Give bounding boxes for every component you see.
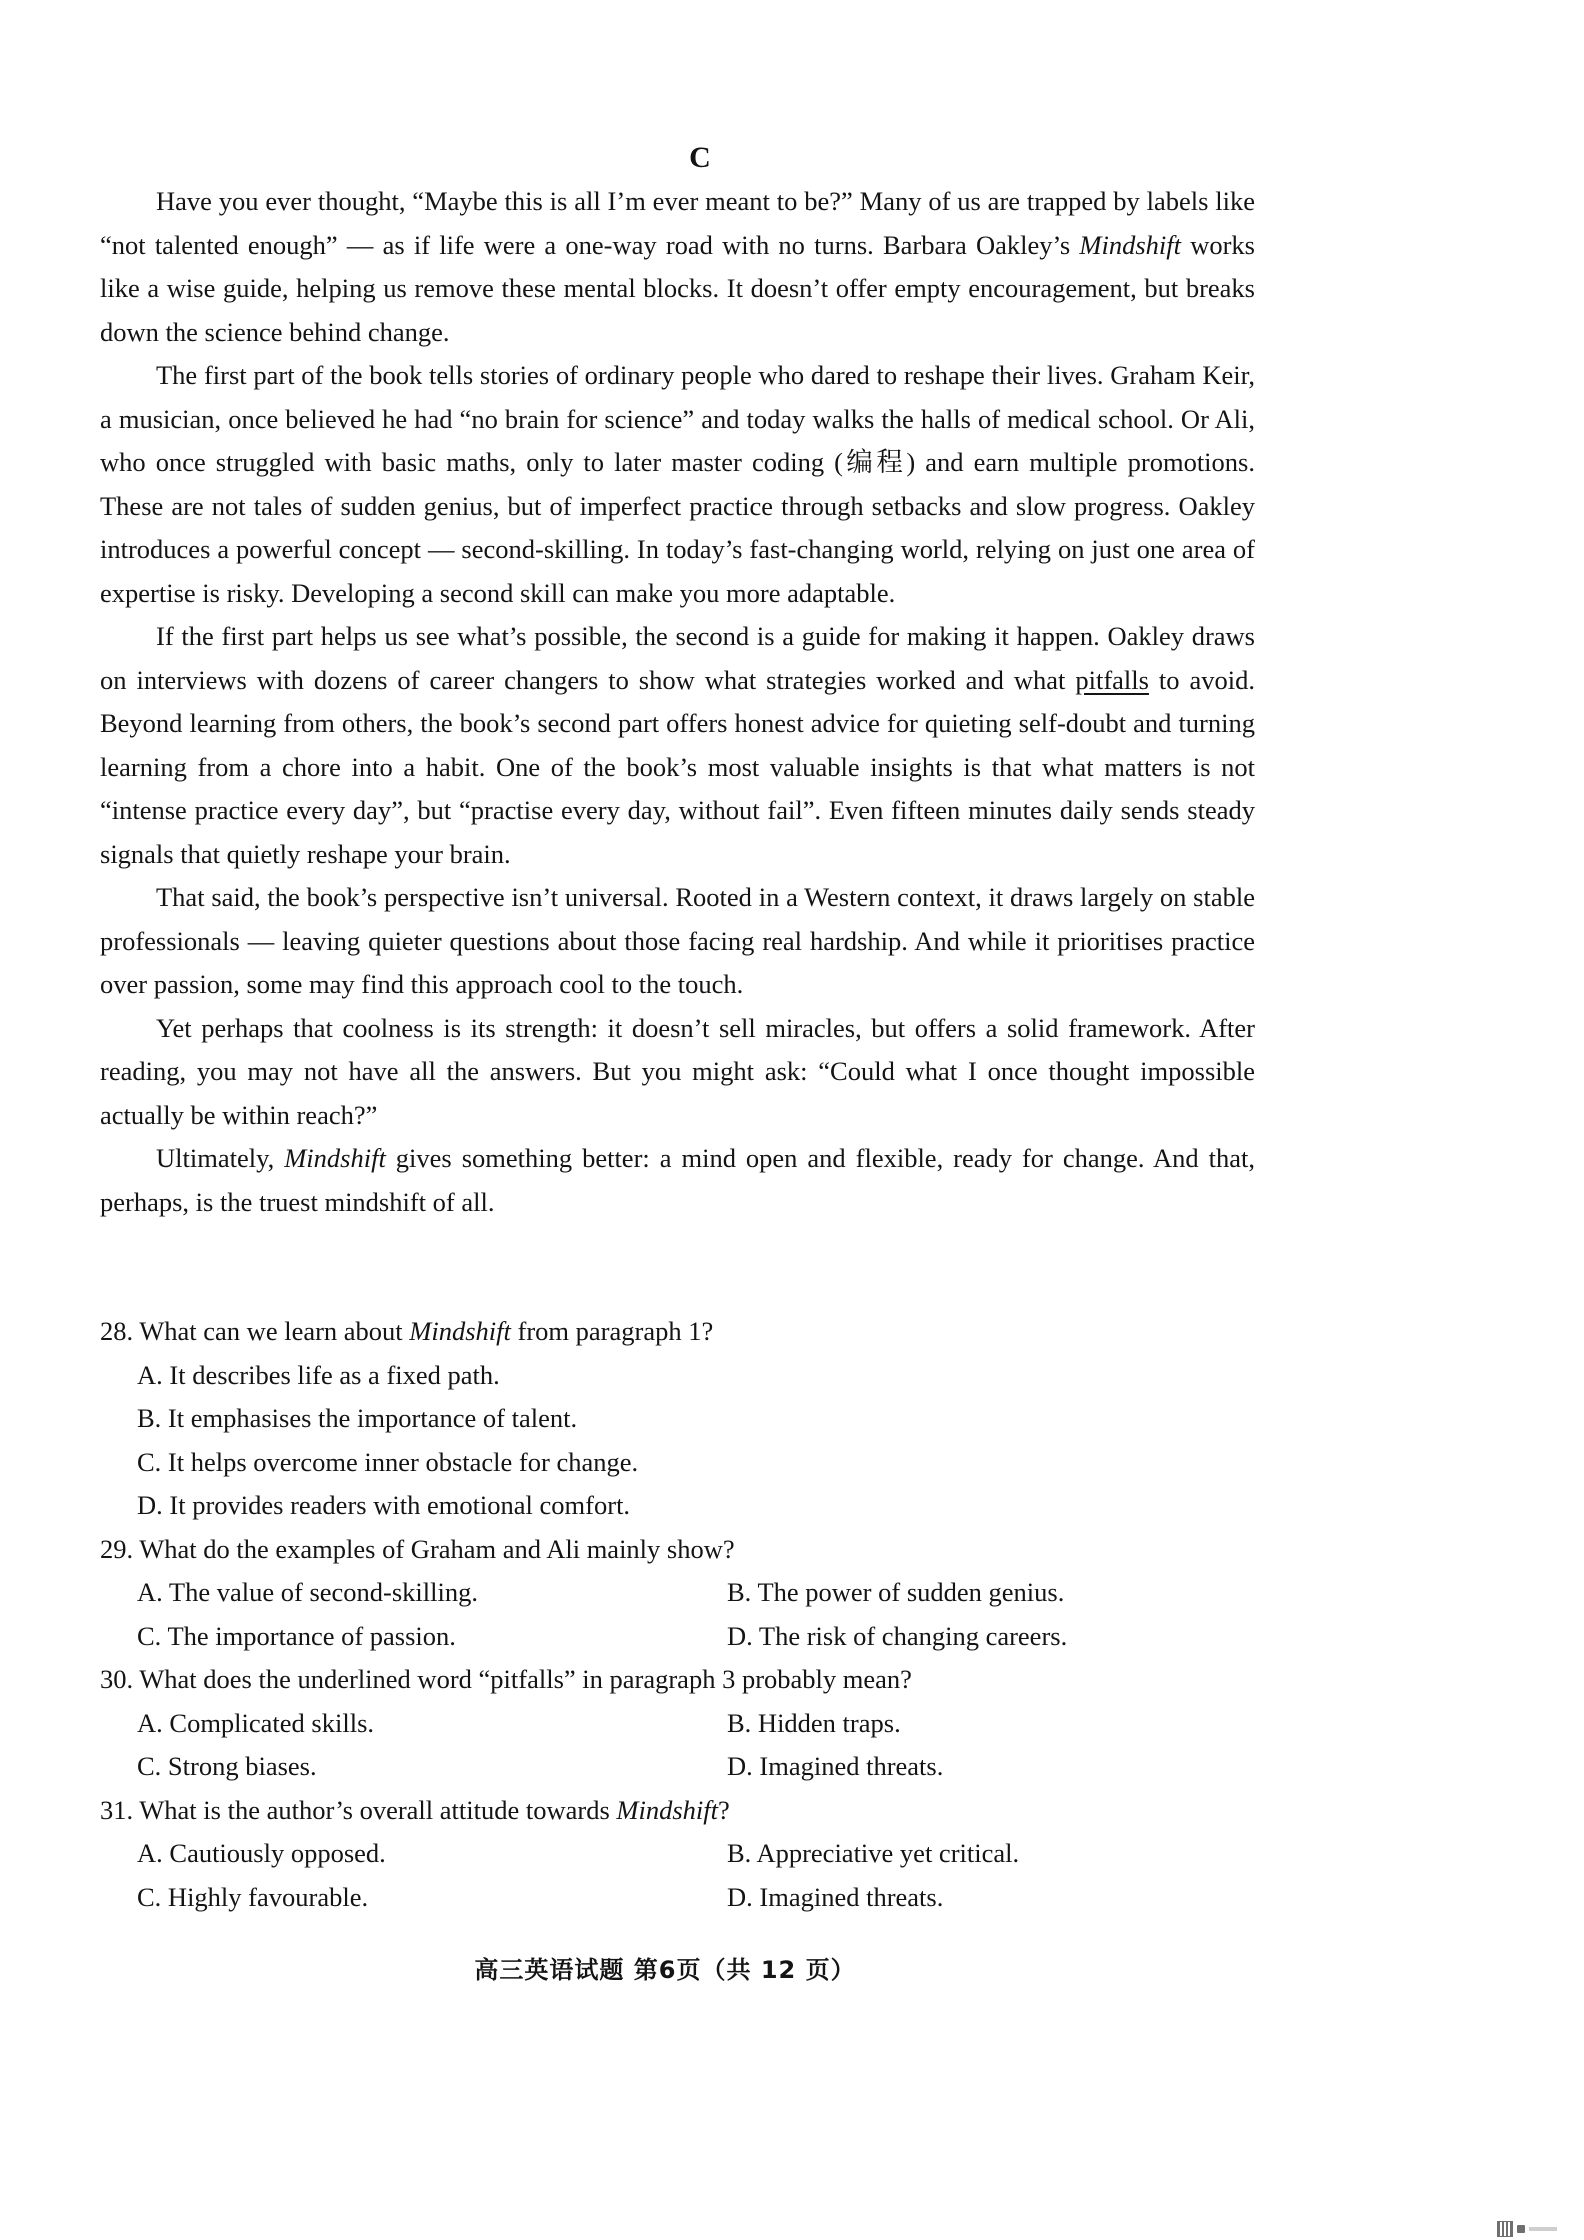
- stem-text: What is the author’s overall attitude towards: [133, 1794, 617, 1825]
- option-c[interactable]: C. It helps overcome inner obstacle for change.: [137, 1446, 639, 1477]
- stem-text: What do the examples of Graham and Ali mainly show?: [133, 1533, 735, 1564]
- options: [100, 1832, 1255, 1919]
- options: [100, 1571, 1255, 1658]
- paragraph-2: The first part of the book tells stories of ordinary people who dared to reshape their lives. Graham Keir, a musician, once believed he had “no brain for science” and today walks the halls of medical school. Or Ali, who once struggled with basic maths, only to later master coding (编程) and earn multiple promotions. These are not tales of sudden genius, but of imperfect practice through setbacks and slow progress. Oakley introduces a powerful concept — second-skilling. In today’s fast-changing world, relying on just one area of expertise is risky. Developing a second skill can make you more adaptable.: [100, 360, 1255, 608]
- option-b[interactable]: B. It emphasises the importance of talent.: [137, 1403, 578, 1433]
- options: [100, 1702, 1255, 1789]
- paragraph-4: That said, the book’s perspective isn’t universal. Rooted in a Western context, it draws largely on stable professionals — leaving quieter questions about those facing real hardship. And while it prioritises practice over passion, some may find this approach cool to the touch.: [100, 882, 1255, 999]
- stem-text: What does the underlined word “pitfalls” in paragraph 3 probably mean?: [133, 1664, 912, 1694]
- question-list: [100, 1310, 1255, 1919]
- stem-text: What can we learn about: [133, 1316, 410, 1346]
- paragraph-3: [100, 615, 1255, 876]
- option-c[interactable]: C. Highly favourable.: [137, 1881, 369, 1912]
- underlined-word: pitfalls: [1075, 664, 1149, 695]
- question-31: [100, 1789, 1255, 1920]
- paragraph-text: gives something better: a mind open and flexible, ready for change. And that, perhaps, is the truest mindshift of all.: [100, 1143, 1255, 1217]
- paragraph-5: Yet perhaps that coolness is its strength: it doesn’t sell miracles, but offers a solid framework. After reading, you may not have all the answers. But you might ask: “Could what I once thought impossible actually be within reach?”: [100, 1012, 1255, 1130]
- question-30: [100, 1658, 1255, 1789]
- page-footer: 高三英语试题 第6页（共 12 页）: [474, 1956, 856, 1984]
- option-c[interactable]: C. Strong biases.: [137, 1751, 317, 1781]
- stem-text: from paragraph 1?: [510, 1316, 714, 1346]
- question-stem: [100, 1658, 1255, 1702]
- option-a[interactable]: A. Complicated skills.: [137, 1707, 375, 1738]
- paragraph-text: If the first part helps us see what’s possible, the second is a guide for making it happen. Oakley draws on interviews with dozens of career changers to show what strategies worked and what: [100, 621, 1255, 695]
- book-title: Mindshift: [616, 1794, 718, 1825]
- question-number: 31.: [100, 1794, 134, 1825]
- paragraph-text: Ultimately,: [156, 1143, 285, 1173]
- option-c[interactable]: C. The importance of passion.: [137, 1620, 456, 1651]
- section-heading: C: [689, 141, 711, 174]
- options: [100, 1354, 1255, 1528]
- option-a[interactable]: A. Cautiously opposed.: [137, 1838, 386, 1868]
- option-a[interactable]: A. It describes life as a fixed path.: [137, 1359, 500, 1390]
- question-28: [100, 1310, 1255, 1528]
- paragraph-6: [100, 1137, 1255, 1224]
- question-number: 28.: [100, 1316, 134, 1346]
- watermark: [1497, 2221, 1557, 2237]
- book-title: Mindshift: [284, 1143, 386, 1173]
- book-title: Mindshift: [1079, 229, 1182, 260]
- watermark-text-mark: [1529, 2227, 1557, 2231]
- paragraph-text: works like a wise guide, helping us remove these mental blocks. It doesn’t offer empty encouragement, but breaks down the science behind change.: [100, 229, 1255, 347]
- question-number: 29.: [100, 1533, 134, 1564]
- logo-icon: [1517, 2225, 1525, 2233]
- question-stem: [100, 1528, 1255, 1572]
- book-title: Mindshift: [409, 1316, 511, 1346]
- question-number: 30.: [100, 1664, 134, 1694]
- option-b[interactable]: B. Hidden traps.: [727, 1707, 901, 1738]
- question-stem: [100, 1310, 1255, 1354]
- option-d[interactable]: D. Imagined threats.: [727, 1751, 944, 1781]
- option-b[interactable]: B. Appreciative yet critical.: [727, 1838, 1020, 1868]
- option-a[interactable]: A. The value of second-skilling.: [137, 1577, 478, 1607]
- paragraph-text: to avoid. Beyond learning from others, the book’s second part offers honest advice for quieting self-doubt and turning learning from a chore into a habit. One of the book’s most valuable insights is that what matters is not “intense practice every day”, but “practise every day, without fail”. Even fifteen minutes daily sends steady signals that quietly reshape your brain.: [100, 664, 1255, 869]
- option-d[interactable]: D. It provides readers with emotional comfort.: [137, 1490, 631, 1520]
- question-stem: [100, 1789, 1255, 1833]
- option-d[interactable]: D. The risk of changing careers.: [727, 1620, 1068, 1651]
- paragraph-1: [100, 180, 1255, 354]
- reading-passage: [100, 180, 1255, 1224]
- stem-text: ?: [717, 1794, 730, 1825]
- option-d[interactable]: D. Imagined threats.: [727, 1881, 944, 1912]
- paragraph-text: Have you ever thought, “Maybe this is all I’m ever meant to be?” Many of us are trapped by labels like “not talented enough” — as if life were a one-way road with no turns. Barbara Oakley’s: [100, 186, 1255, 260]
- question-29: [100, 1528, 1255, 1659]
- qr-code-icon: [1497, 2221, 1513, 2237]
- option-b[interactable]: B. The power of sudden genius.: [727, 1577, 1065, 1607]
